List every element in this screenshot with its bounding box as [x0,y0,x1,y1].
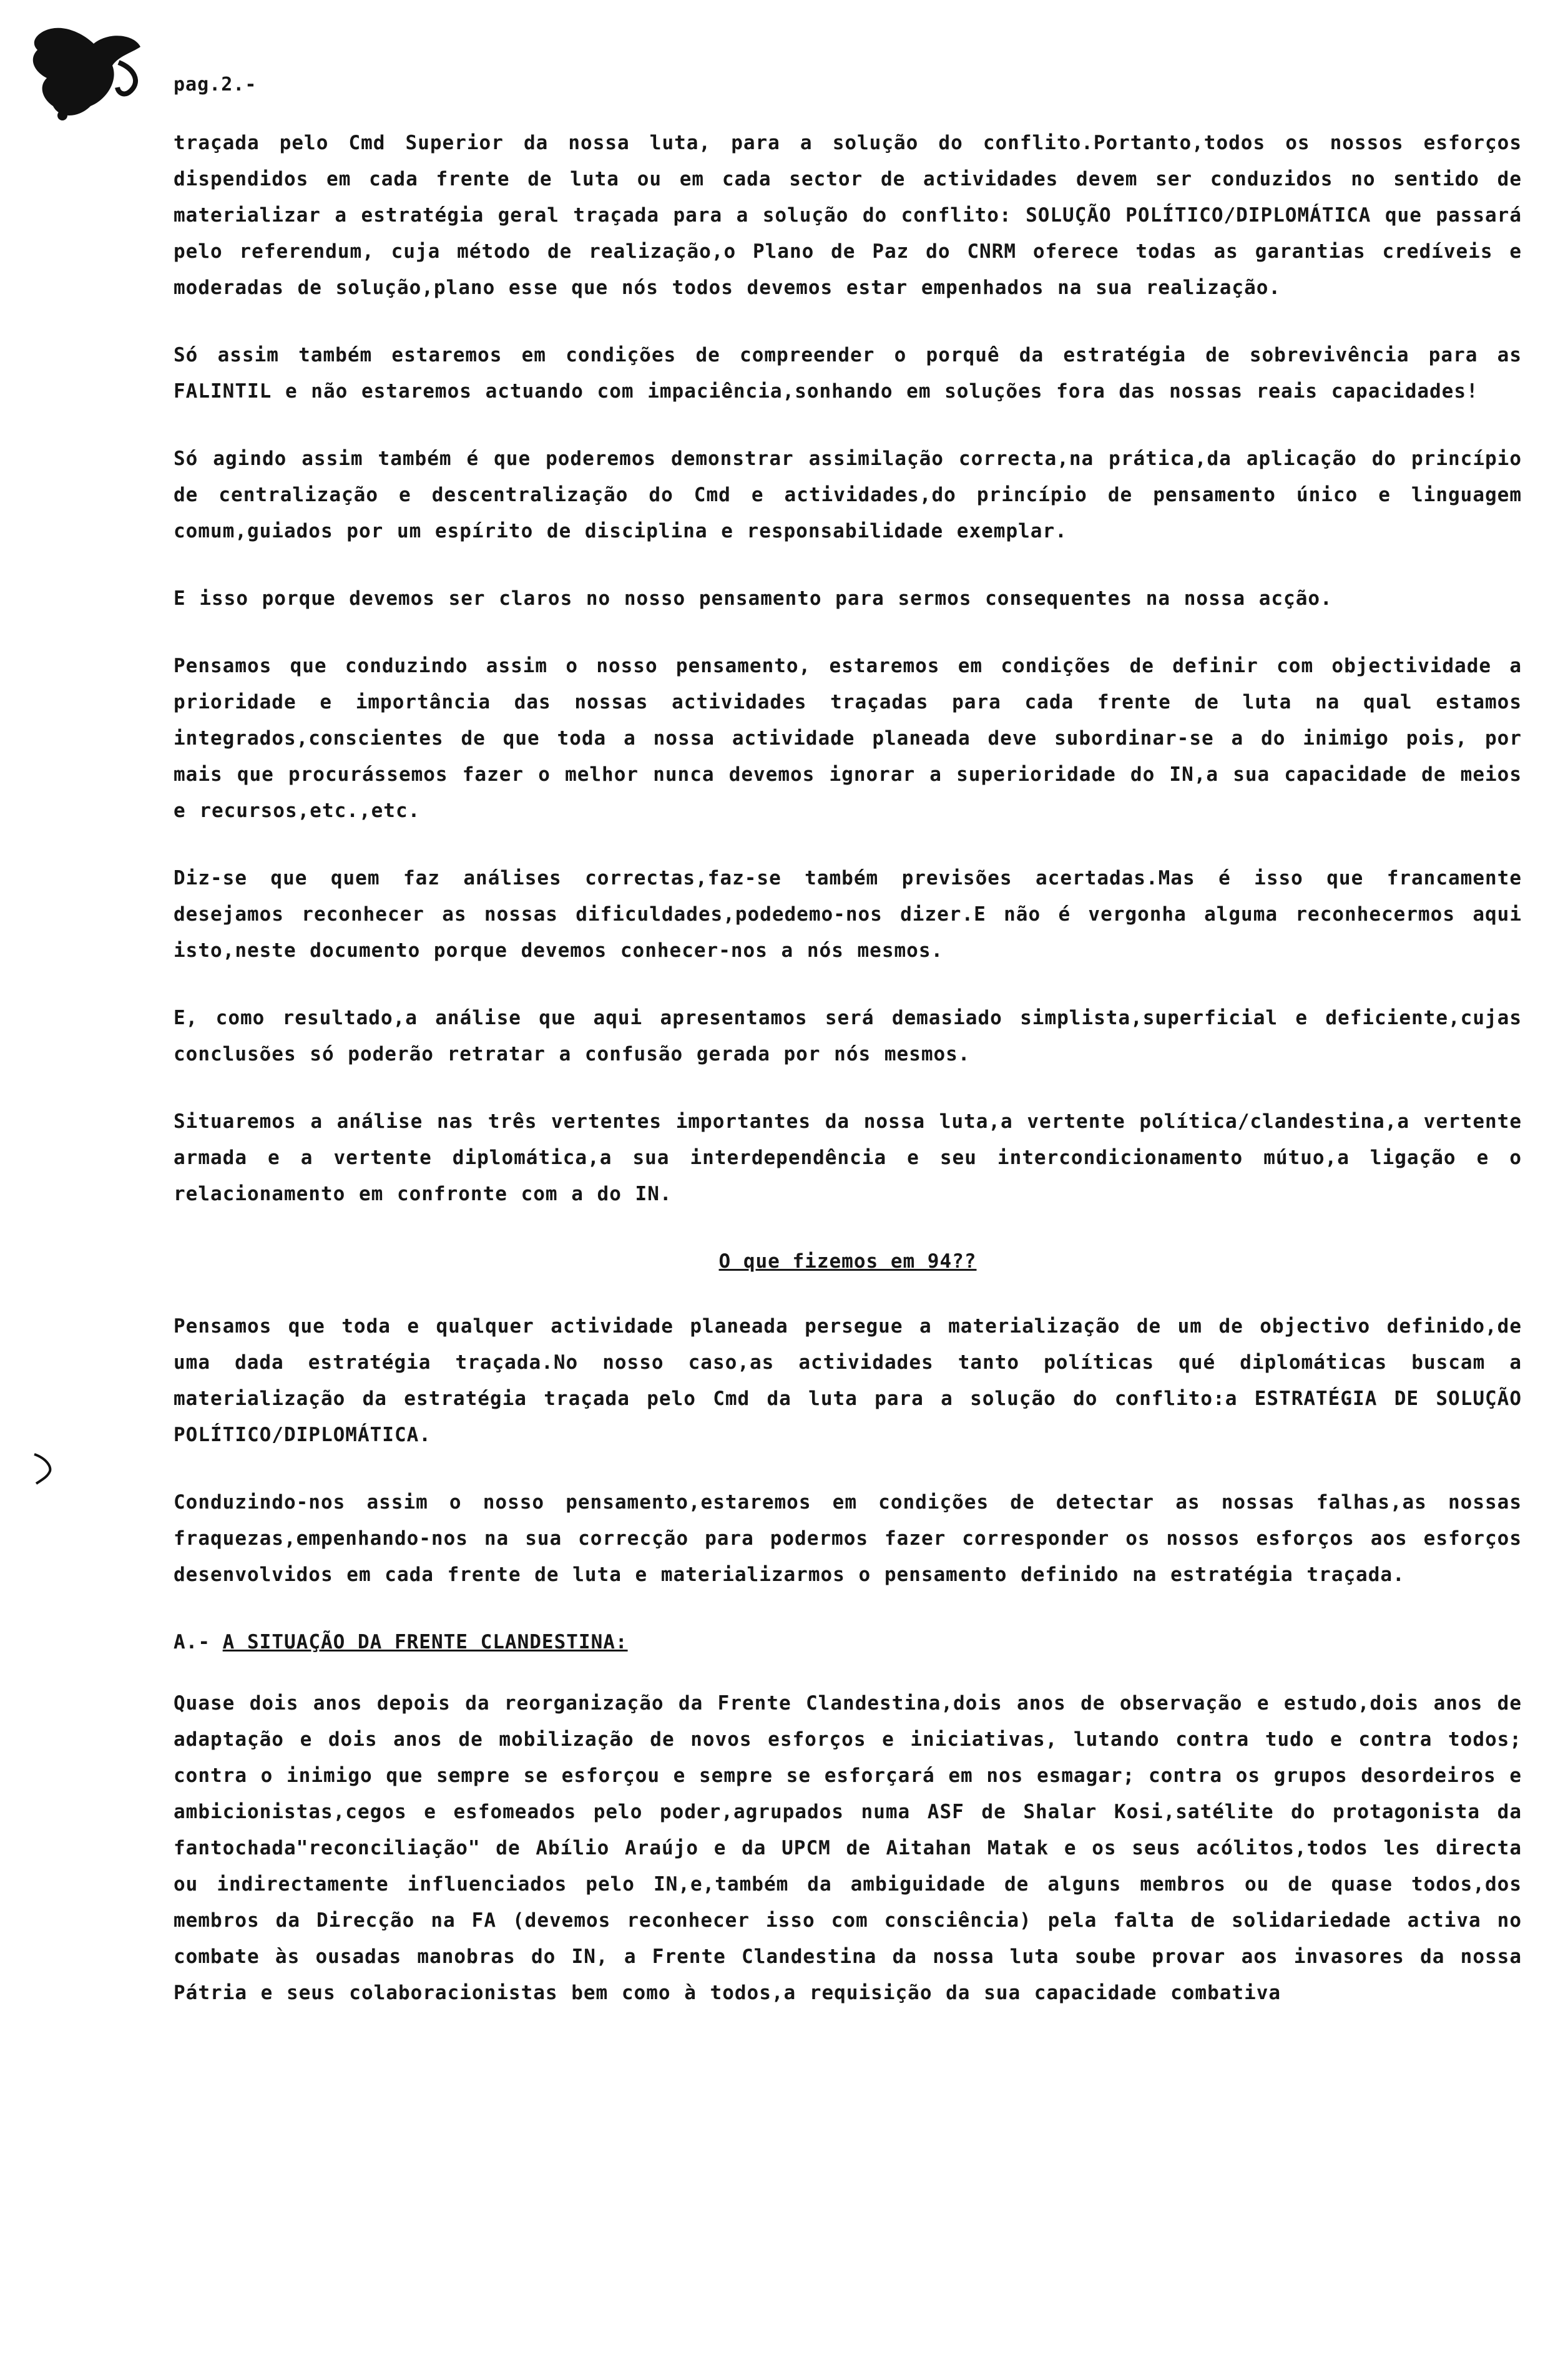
paragraph: E isso porque devemos ser claros no nosso pensamento para sermos consequentes na nossa acção. [174,587,1333,610]
paragraph: Situaremos a análise nas três vertentes importantes da nossa luta,a vertente política/clandestina,a vertente armada e a vertente diplomática,a sua interdependência e seu intercondicionamento mútuo,a ligação e o relacionamento em confronte com a do IN. [174,1110,1522,1205]
subsection-prefix: A.- [174,1631,210,1653]
paragraph: Pensamos que conduzindo assim o nosso pensamento, estaremos em condições de definir com objectividade a prioridade e importância das nossas actividades traçadas para cada frente de luta na qual estamos integrados,conscientes de que toda a nossa actividade planeada deve subordinar-se a do inimigo pois, por mais que procurássemos fazer o melhor nunca devemos ignorar a superioridade do IN,a sua capacidade de meios e recursos,etc.,etc. [174,655,1522,822]
page-number: pag.2.- [174,74,257,95]
paragraph: E, como resultado,a análise que aqui apresentamos será demasiado simplista,superficial e deficiente,cujas conclusões só poderão retratar a confusão gerada por nós mesmos. [174,1007,1522,1065]
document-body [174,125,1522,2042]
subsection-heading [174,1624,1522,1660]
ink-blot-icon [25,19,150,125]
paragraph: traçada pelo Cmd Superior da nossa luta, para a solução do conflito.Portanto,todos os nossos esforços dispendidos em cada frente de luta ou em cada sector de actividades devem ser conduzidos no sentido de materializar a estratégia geral traçada para a solução do conflito: SOLUÇÃO POLÍTICO/DIPLOMÁTICA que passará pelo referendum, cuja método de realização,o Plano de Paz do CNRM oferece todas as garantias credíveis e moderadas de solução,plano esse que nós todos devemos estar empenhados na sua realização. [174,132,1522,299]
paragraph: Só assim também estaremos em condições de compreender o porquê da estratégia de sobrevivência para as FALINTIL e não estaremos actuando com impaciência,sonhando em soluções fora das nossas reais capacidades! [174,344,1522,403]
section-heading: O que fizemos em 94?? [718,1250,977,1273]
paragraph: Conduzindo-nos assim o nosso pensamento,estaremos em condições de detectar as nossas falhas,as nossas fraquezas,empenhando-nos na sua correcção para podermos fazer corresponder os nossos esforços aos esforços desenvolvidos em cada frente de luta e materializarmos o pensamento definido na estratégia traçada. [174,1491,1522,1586]
margin-mark-icon [31,1449,56,1487]
paragraph: Quase dois anos depois da reorganização da Frente Clandestina,dois anos de observação e estudo,dois anos de adaptação e dois anos de mobilização de novos esforços e iniciativas, lutando contra tudo e contra todos; contra o inimigo que sempre se esforçou e sempre se esforçará em nos esmagar; contra os grupos desordeiros e ambicionistas,cegos e esfomeados pelo poder,agrupados numa ASF de Shalar Kosi,satélite do protagonista da fantochada"reconciliação" de Abílio Araújo e da UPCM de Aitahan Matak e os seus acólitos,todos les directa ou indirectamente influenciados pelo IN,e,também da ambiguidade de alguns membros ou de quase todos,dos membros da Direcção na FA (devemos reconhecer isso com consciência) pela falta de solidariedade activa no combate às ousadas manobras do IN, a Frente Clandestina da nossa luta soube provar aos invasores da nossa Pátria e seus colaboracionistas bem como à todos,a requisição da sua capacidade combativa [174,1692,1522,2004]
paragraph: Só agindo assim também é que poderemos demonstrar assimilação correcta,na prática,da aplicação do princípio de centralização e descentralização do Cmd e actividades,do princípio de pensamento único e linguagem comum,guiados por um espírito de disciplina e responsabilidade exemplar. [174,448,1522,542]
paragraph: Diz-se que quem faz análises correctas,faz-se também previsões acertadas.Mas é isso que francamente desejamos reconhecer as nossas dificuldades,podedemo-nos dizer.E não é vergonha alguma reconhecermos aqui isto,neste documento porque devemos conhecer-nos a nós mesmos. [174,867,1522,962]
subsection-title: A SITUAÇÃO DA FRENTE CLANDESTINA: [222,1631,628,1653]
paragraph: Pensamos que toda e qualquer actividade planeada persegue a materialização de um de objectivo definido,de uma dada estratégia traçada.No nosso caso,as actividades tanto políticas qué diplomáticas buscam a materialização da estratégia traçada pelo Cmd da luta para a solução do conflito:a ESTRATÉGIA DE SOLUÇÃO POLÍTICO/DIPLOMÁTICA. [174,1315,1522,1446]
